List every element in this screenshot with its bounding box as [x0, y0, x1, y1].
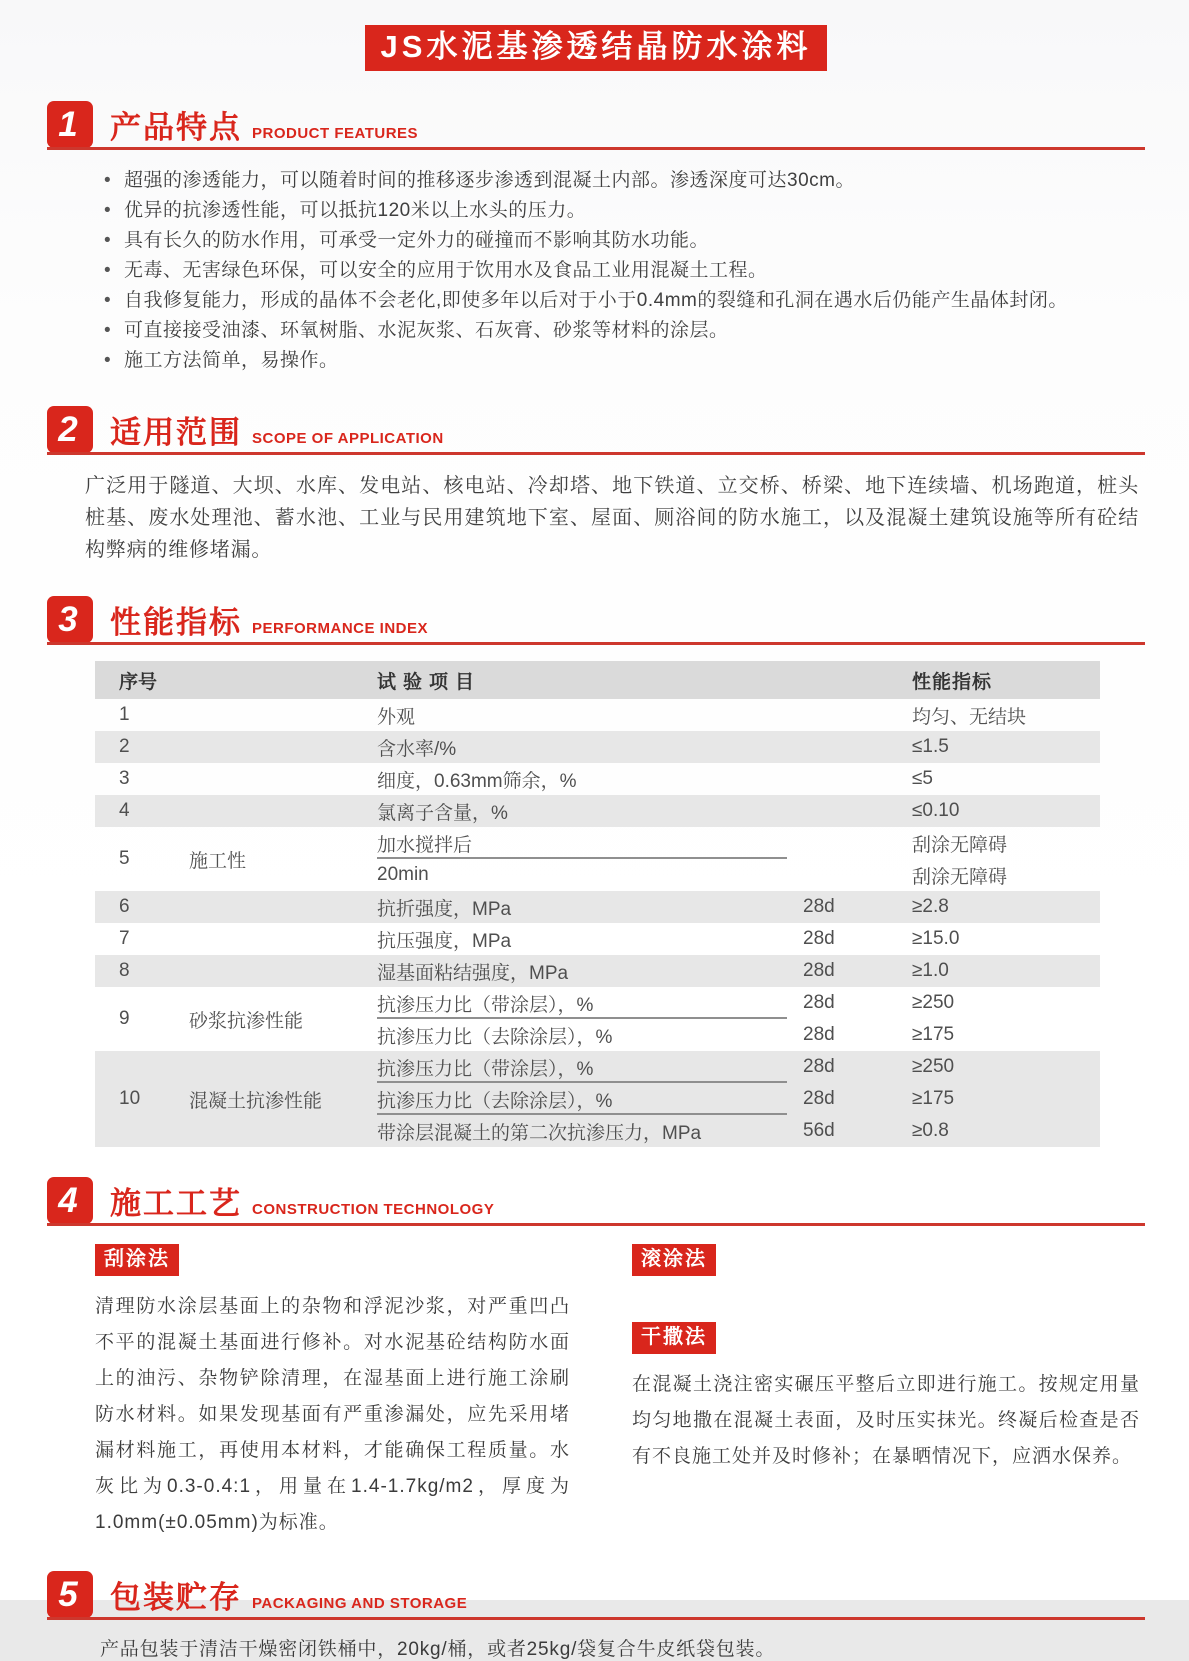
- index-value-cell: ≥0.8: [912, 1120, 949, 1142]
- age-cell: [797, 827, 912, 859]
- section-number: 4: [47, 1177, 93, 1224]
- age-cell: 28d: [803, 1088, 835, 1110]
- test-item-cell: 加水搅拌后: [377, 827, 797, 859]
- row-group-label: [177, 763, 377, 795]
- index-value-cell: ≥175: [912, 1024, 955, 1046]
- section-scope: [47, 406, 1145, 566]
- feature-list: [104, 166, 1145, 376]
- age-cell: [797, 731, 912, 763]
- test-item-cell: 含水率/%: [377, 738, 457, 760]
- section-subtitle: PERFORMANCE INDEX: [252, 620, 429, 638]
- table-row: [95, 955, 1100, 987]
- age-cell: [797, 763, 912, 795]
- section-subtitle: PACKAGING AND STORAGE: [252, 1595, 468, 1613]
- test-item-cell: 抗渗压力比（带涂层），%: [377, 987, 797, 1019]
- test-item-cell: 抗渗压力比（去除涂层），%: [377, 1083, 797, 1115]
- dry-sprinkle-method-badge: 干撒法: [632, 1322, 716, 1354]
- row-number: 3: [119, 768, 130, 790]
- section-packaging: [47, 1571, 1145, 1661]
- row-group-label: [177, 955, 377, 987]
- row-group-label: [177, 795, 377, 827]
- feature-bullet: • 自我修复能力，形成的晶体不会老化,即使多年以后对于小于0.4mm的裂缝和孔洞在遇水后仍能产生晶体封闭。: [104, 286, 1145, 316]
- row-group-label: [177, 891, 377, 923]
- row-number: 2: [119, 736, 130, 758]
- row-number: 8: [119, 960, 130, 982]
- construction-right-column: [632, 1244, 1140, 1541]
- table-row: [95, 923, 1100, 955]
- row-number: 5: [119, 848, 130, 870]
- row-number: 9: [119, 1008, 130, 1030]
- page-title: JS水泥基渗透结晶防水涂料: [365, 25, 828, 71]
- dry-sprinkle-method-text: 在混凝土浇注密实碾压平整后立即进行施工。按规定用量均匀地撒在混凝土表面，及时压实抹光。终凝后检查是否有不良施工处并及时修补；在暴晒情况下，应洒水保养。: [632, 1374, 1140, 1468]
- table-row: [95, 1051, 1100, 1147]
- age-cell: [797, 859, 912, 891]
- section-subtitle: PRODUCT FEATURES: [252, 125, 419, 143]
- section-header-construction: [47, 1177, 1145, 1226]
- age-cell: 28d: [803, 1056, 835, 1078]
- section-construction: [47, 1177, 1145, 1541]
- age-cell: [797, 795, 912, 827]
- construction-columns: [95, 1244, 1145, 1541]
- row-number: 4: [119, 800, 130, 822]
- test-item-cell: 抗压强度，MPa: [377, 930, 512, 952]
- table-row: [95, 891, 1100, 923]
- index-value-cell: ≥15.0: [912, 928, 960, 950]
- test-item-cell: 氯离子含量，%: [377, 802, 508, 824]
- index-value-cell: ≥250: [912, 992, 955, 1014]
- feature-bullet: • 具有长久的防水作用，可承受一定外力的碰撞而不影响其防水功能。: [104, 226, 1145, 256]
- age-cell: [797, 699, 912, 731]
- section-title: 性能指标: [110, 605, 242, 641]
- section-number: 2: [47, 406, 93, 453]
- feature-bullet: • 超强的渗透能力，可以随着时间的推移逐步渗透到混凝土内部。渗透深度可达30cm。: [104, 166, 1145, 196]
- section-header-features: [47, 101, 1145, 150]
- row-number: 1: [119, 704, 130, 726]
- row-group-label: 施工性: [189, 850, 247, 872]
- index-value-cell: ≥175: [912, 1088, 955, 1110]
- index-value-cell: ≥250: [912, 1056, 955, 1078]
- table-row: [95, 827, 1100, 891]
- row-number: 10: [119, 1088, 141, 1110]
- performance-table: [95, 661, 1100, 1147]
- test-item-cell: 抗渗压力比（带涂层），%: [377, 1051, 797, 1083]
- row-group-label: [177, 923, 377, 955]
- test-item-cell: 带涂层混凝土的第二次抗渗压力，MPa: [377, 1122, 702, 1144]
- index-value-cell: ≥2.8: [912, 896, 949, 918]
- packaging-text: 产品包装于清洁干燥密闭铁桶中，20kg/桶，或者25kg/袋复合牛皮纸袋包装。: [100, 1639, 776, 1661]
- age-cell: 28d: [803, 928, 835, 950]
- age-cell: 56d: [803, 1120, 835, 1142]
- age-cell: 28d: [803, 1024, 835, 1046]
- age-cell: 28d: [803, 896, 835, 918]
- table-row: [95, 795, 1100, 827]
- section-subtitle: SCOPE OF APPLICATION: [252, 430, 444, 448]
- test-item-cell: 湿基面粘结强度，MPa: [377, 962, 569, 984]
- scrape-method-badge: 刮涂法: [95, 1244, 179, 1276]
- row-group-label: 混凝土抗渗性能: [189, 1090, 323, 1112]
- feature-bullet: • 施工方法简单，易操作。: [104, 346, 1145, 376]
- section-number: 1: [47, 101, 93, 148]
- row-group-label: [177, 731, 377, 763]
- roll-method-badge: 滚涂法: [632, 1244, 716, 1276]
- col-header-age: [797, 661, 912, 699]
- table-row: [95, 699, 1100, 731]
- section-title: 适用范围: [110, 415, 242, 451]
- section-header-scope: [47, 406, 1145, 455]
- row-number: 6: [119, 896, 130, 918]
- section-title: 施工工艺: [110, 1186, 242, 1222]
- section-features: [47, 101, 1145, 376]
- index-value-cell: ≤5: [912, 768, 933, 790]
- index-value-cell: ≤0.10: [912, 800, 960, 822]
- col-header-item: 试验项目: [377, 671, 482, 693]
- age-cell: 28d: [803, 992, 835, 1014]
- col-header-value: 性能指标: [912, 671, 993, 693]
- construction-left-column: [95, 1244, 570, 1541]
- row-group-label: 砂浆抗渗性能: [189, 1010, 304, 1032]
- test-item-cell: 20min: [377, 864, 429, 886]
- test-item-cell: 细度，0.63mm筛余，%: [377, 770, 577, 792]
- feature-bullet: • 可直接接受油漆、环氧树脂、水泥灰浆、石灰膏、砂浆等材料的涂层。: [104, 316, 1145, 346]
- table-row: [95, 731, 1100, 763]
- feature-bullet: • 优异的抗渗透性能，可以抵抗120米以上水头的压力。: [104, 196, 1145, 226]
- table-row: [95, 763, 1100, 795]
- section-header-packaging: [47, 1571, 1145, 1620]
- section-title: 包装贮存: [110, 1580, 242, 1616]
- section-title: 产品特点: [110, 110, 242, 146]
- section-number: 3: [47, 596, 93, 643]
- spacer: [632, 1276, 1140, 1322]
- test-item-cell: 外观: [377, 706, 416, 728]
- scope-text: 广泛用于隧道、大坝、水库、发电站、核电站、冷却塔、地下铁道、立交桥、桥梁、地下连续墙、机场跑道，桩头桩基、废水处理池、蓄水池、工业与民用建筑地下室、屋面、厕浴间的防水施工，以及混凝土建筑设施等所有砼结构弊病的维修堵漏。: [85, 475, 1139, 562]
- section-number: 5: [47, 1571, 93, 1618]
- scrape-method-text: 清理防水涂层基面上的杂物和浮泥沙浆，对严重凹凸不平的混凝土基面进行修补。对水泥基砼结构防水面上的油污、杂物铲除清理，在湿基面上进行施工涂刷防水材料。如果发现基面有严重渗漏处，应先采用堵漏材料施工，再使用本材料，才能确保工程质量。水灰比为0.3-0.4:1，用量在1.4-1.7kg/m2，厚度为1.0mm(±0.05mm)为标准。: [95, 1296, 570, 1534]
- index-value-cell: ≥1.0: [912, 960, 949, 982]
- index-value-cell: 均匀、无结块: [912, 706, 1027, 728]
- table-body: [95, 699, 1100, 1147]
- col-header-no: 序号: [119, 671, 158, 693]
- section-subtitle: CONSTRUCTION TECHNOLOGY: [252, 1201, 495, 1219]
- index-value-cell: ≤1.5: [912, 736, 949, 758]
- title-bar: [47, 25, 1145, 71]
- table-header-row: [95, 661, 1100, 699]
- row-group-label: [177, 699, 377, 731]
- feature-bullet: • 无毒、无害绿色环保，可以安全的应用于饮用水及食品工业用混凝土工程。: [104, 256, 1145, 286]
- col-header-group: [177, 661, 377, 699]
- row-number: 7: [119, 928, 130, 950]
- test-item-cell: 抗折强度，MPa: [377, 898, 512, 920]
- section-header-performance: [47, 596, 1145, 645]
- index-value-cell: 刮涂无障碍: [912, 866, 1008, 888]
- index-value-cell: 刮涂无障碍: [912, 834, 1008, 856]
- table-row: [95, 987, 1100, 1051]
- age-cell: 28d: [803, 960, 835, 982]
- test-item-cell: 抗渗压力比（去除涂层），%: [377, 1026, 613, 1048]
- section-performance: [47, 596, 1145, 1147]
